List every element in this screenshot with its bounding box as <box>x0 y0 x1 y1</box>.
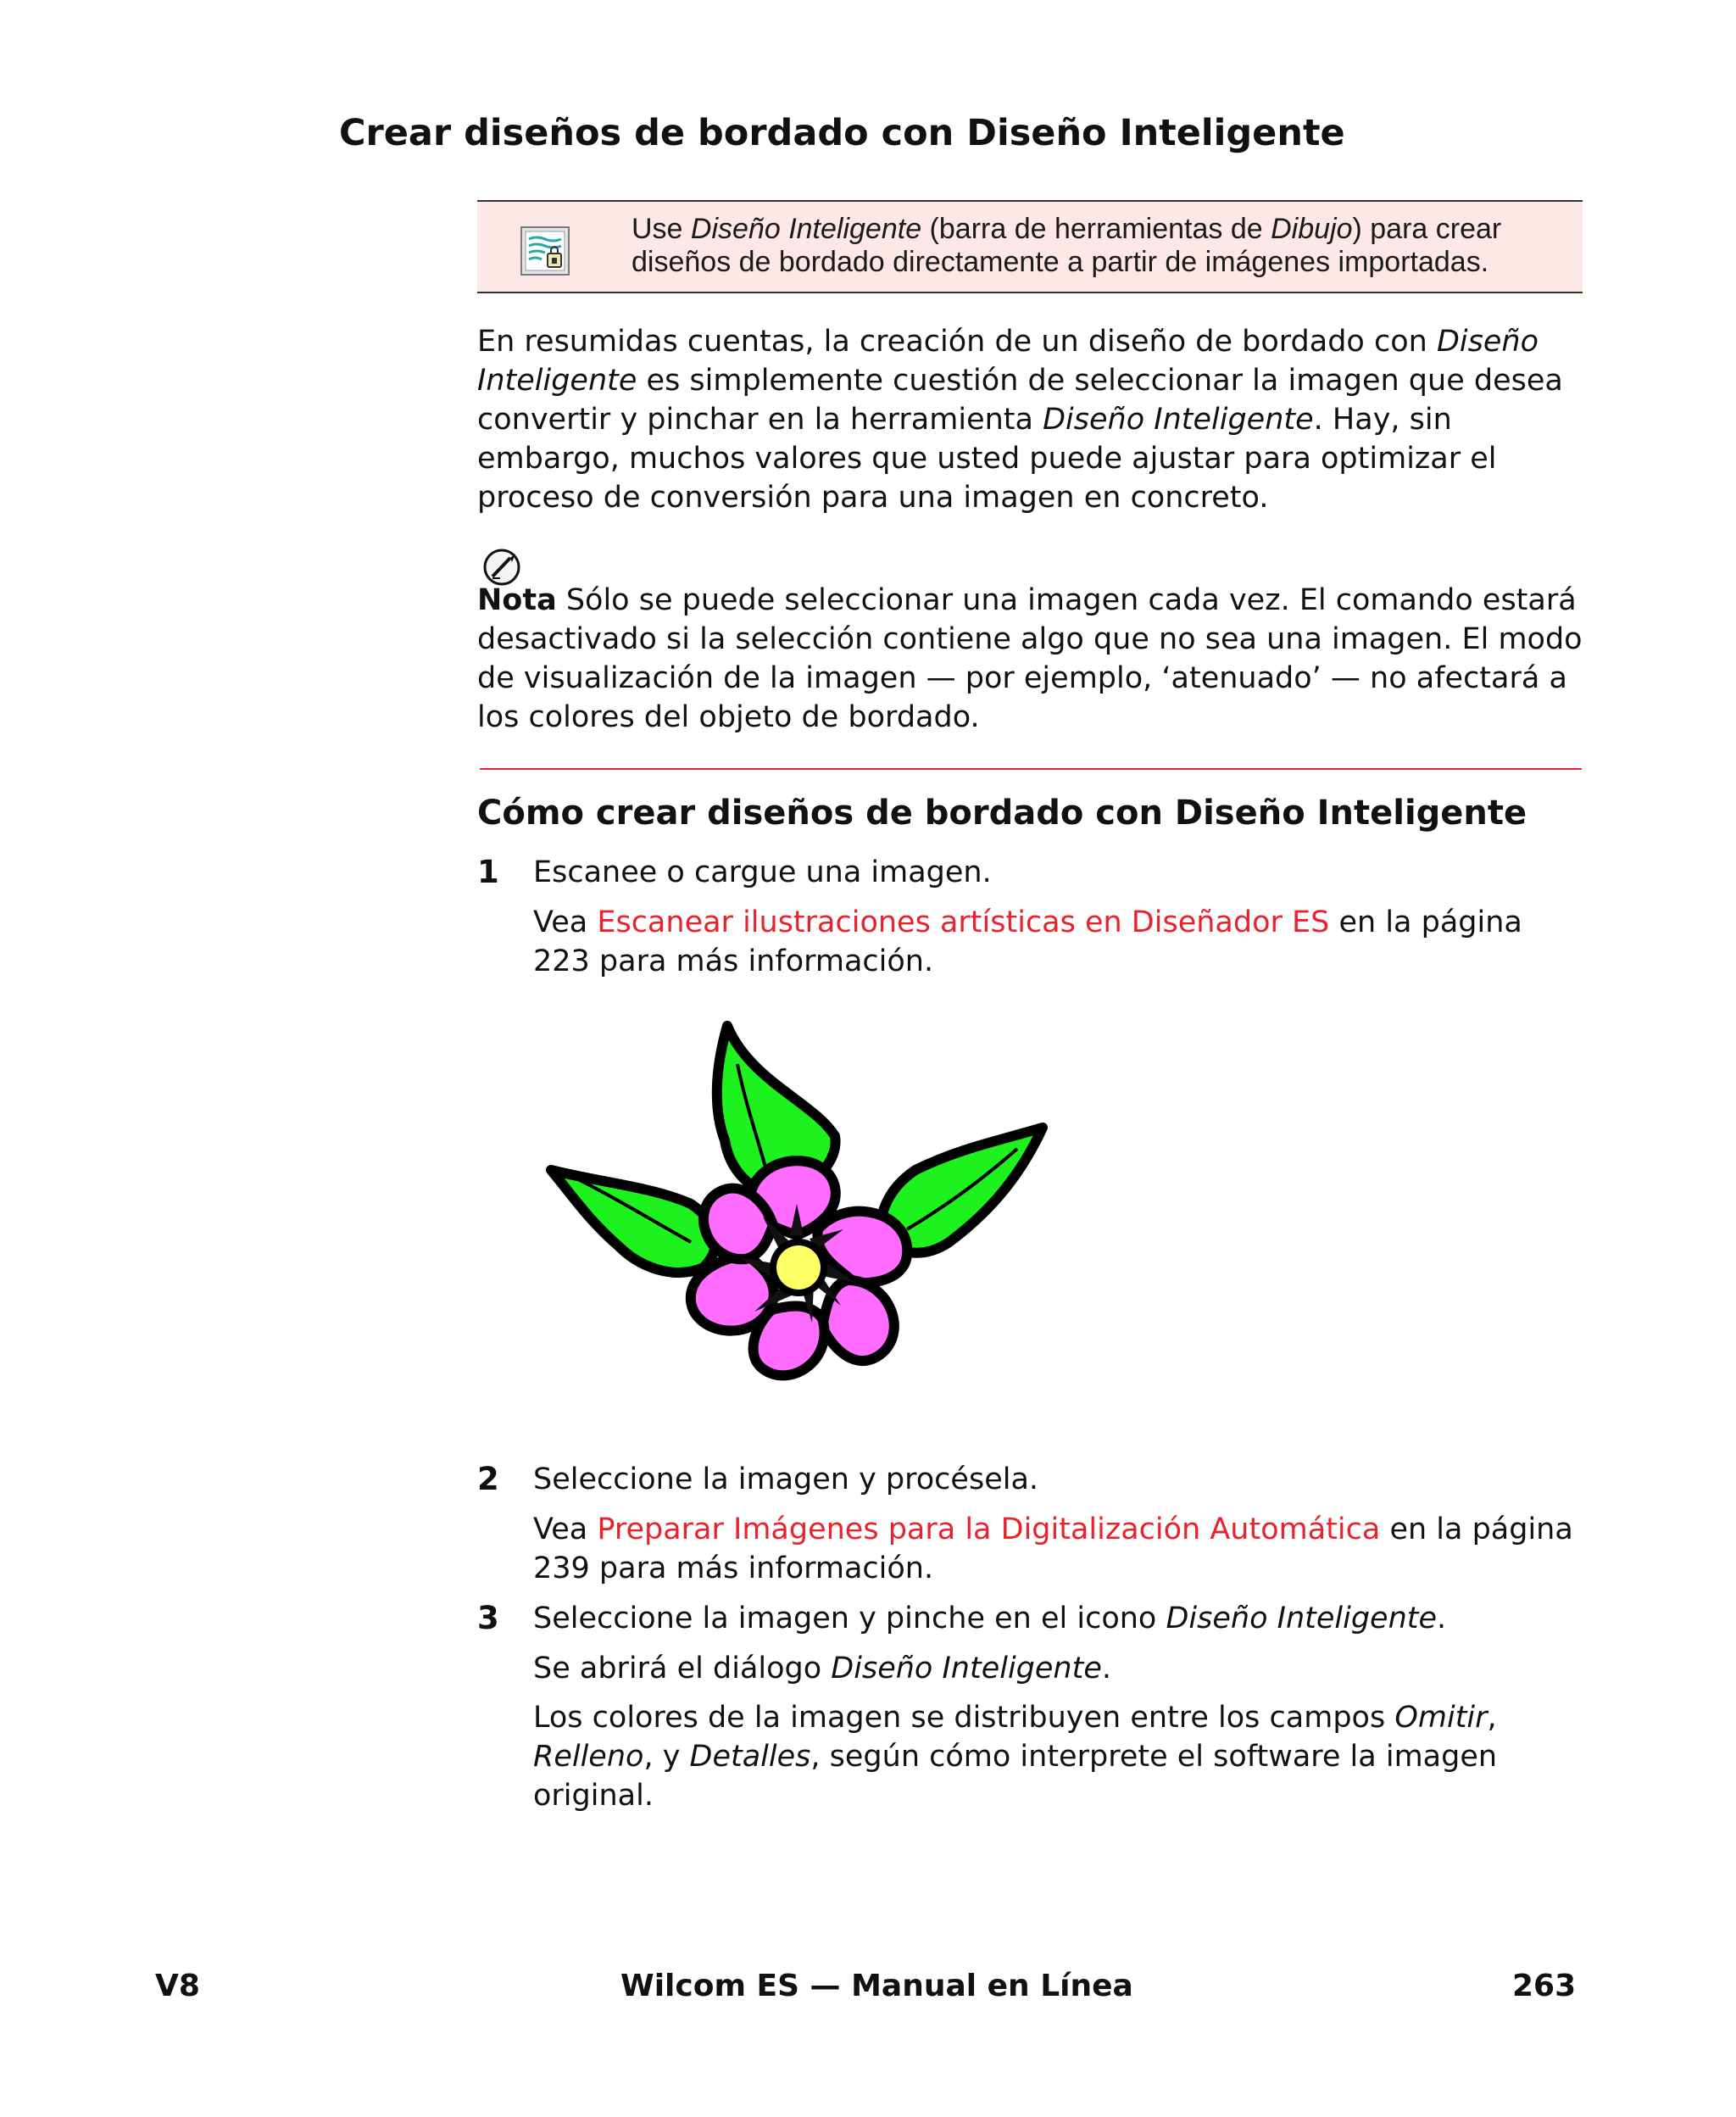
tip-text: Use Diseño Inteligente (barra de herramientas de Dibujo) para crear diseños de bordado directamente a partir de imágenes importadas. <box>632 213 1502 278</box>
step-reference: Vea Escanear ilustraciones artísticas en Diseñador ES en la página 223 para más información. <box>533 905 1522 978</box>
footer-title: Wilcom ES — Manual en Línea <box>620 1969 1133 2003</box>
flower-illustration <box>542 1013 1051 1437</box>
note-paragraph: Nota Sólo se puede seleccionar una imagen cada vez. El comando estará desactivado si la selección contiene algo que no sea una imagen. El modo de visualización de la imagen — por ejemplo, ‘atenuado’ — no afectará a los colores del objeto de bordado. <box>477 583 1583 734</box>
footer-version: V8 <box>155 1969 200 2003</box>
step-number: 1 <box>477 854 499 890</box>
intro-paragraph: En resumidas cuentas, la creación de un diseño de bordado con Diseño Inteligente es simplemente cuestión de seleccionar la imagen que desea convertir y pinchar en la herramienta Diseño Inteligente. Hay, sin embargo, muchos valores que usted puede ajustar para optimizar el proceso de conversión para una imagen en concreto. <box>477 325 1563 515</box>
step-text: Seleccione la imagen y procésela. <box>533 1462 1039 1496</box>
step-reference: Vea Preparar Imágenes para la Digitalización Automática en la página 239 para más información. <box>533 1513 1573 1585</box>
step-text: Seleccione la imagen y pinche en el icono Diseño Inteligente. <box>533 1602 1447 1635</box>
step-text: Escanee o cargue una imagen. <box>533 855 992 889</box>
step-number: 2 <box>477 1461 499 1497</box>
tip-toolbar-name: Dibujo <box>1271 213 1353 245</box>
tip-box <box>477 200 1583 293</box>
section-divider <box>480 768 1582 770</box>
step-number: 3 <box>477 1600 499 1636</box>
cross-reference-link[interactable]: Escanear ilustraciones artísticas en Diseñador ES <box>597 905 1330 939</box>
step-detail: Se abrirá el diálogo Diseño Inteligente. <box>533 1652 1112 1685</box>
section-heading: Cómo crear diseños de bordado con Diseño Inteligente <box>477 794 1527 833</box>
petal <box>704 1189 773 1260</box>
smart-design-toolbar-icon <box>520 226 570 276</box>
note-label: Nota <box>477 583 557 617</box>
page-title: Crear diseños de bordado con Diseño Inteligente <box>339 112 1345 154</box>
leaf <box>551 1170 715 1273</box>
page-number: 263 <box>1512 1969 1577 2003</box>
tip-tool-name: Diseño Inteligente <box>690 213 922 245</box>
petal <box>822 1280 894 1361</box>
cross-reference-link[interactable]: Preparar Imágenes para la Digitalización Automática <box>597 1513 1381 1546</box>
step-detail: Los colores de la imagen se distribuyen entre los campos Omitir, Relleno, y Detalles, según cómo interprete el software la imagen original. <box>533 1701 1498 1813</box>
